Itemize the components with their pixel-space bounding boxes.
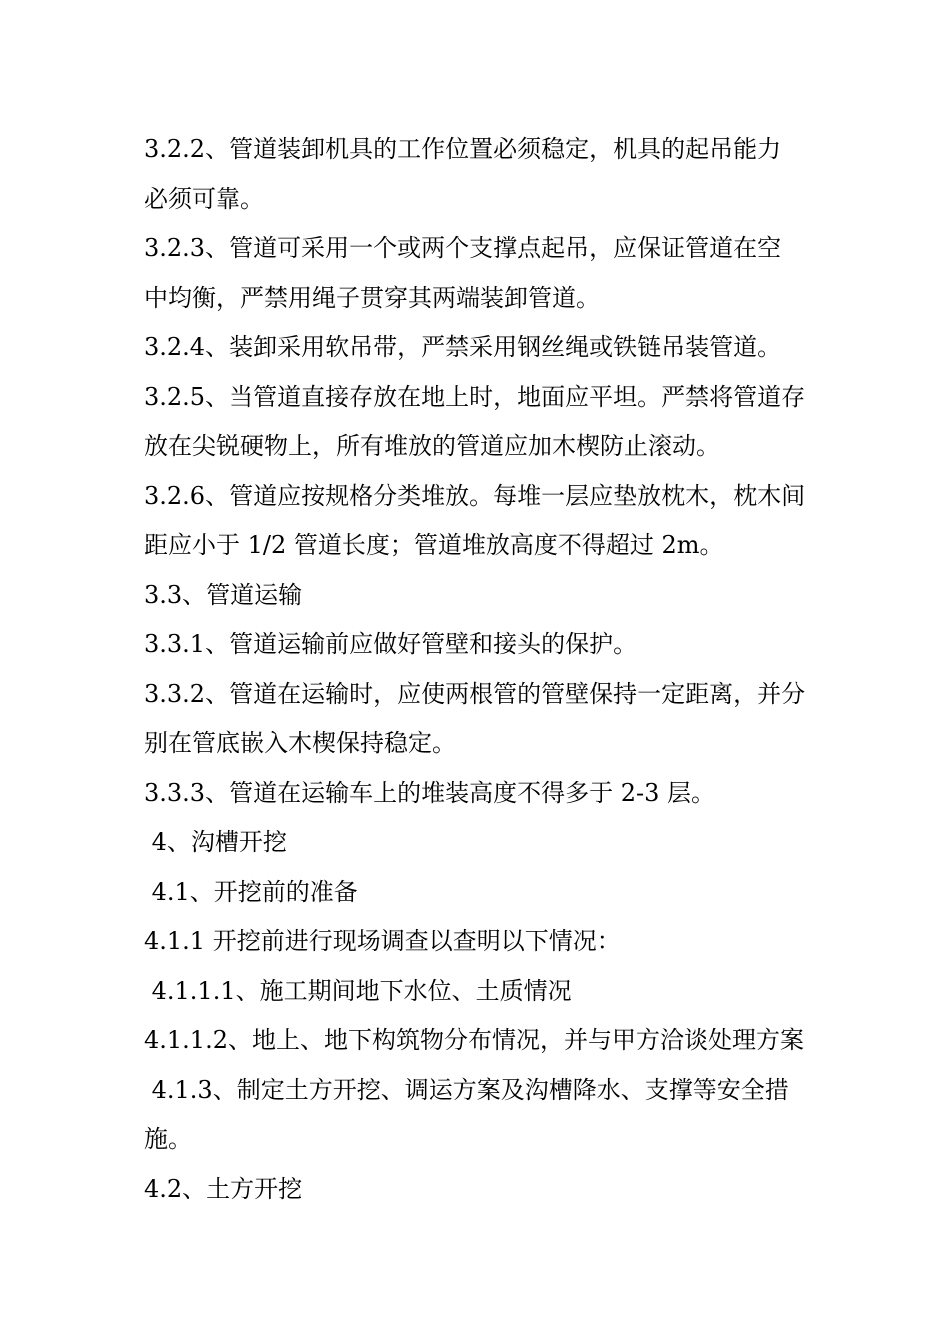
text-line: 4.1.3、制定土方开挖、调运方案及沟槽降水、支撑等安全措	[144, 1075, 789, 1104]
document-body	[144, 125, 814, 1214]
text-line: 3.2.3、管道可采用一个或两个支撑点起吊，应保证管道在空	[144, 234, 782, 262]
section-heading: 3.3、管道运输	[144, 580, 303, 609]
section-heading: 4.2、土方开挖	[144, 1174, 303, 1203]
text-line: 3.3.3、管道在运输车上的堆装高度不得多于 2-3 层。	[144, 778, 715, 807]
text-line: 4.1.1.1、施工期间地下水位、土质情况	[144, 976, 572, 1005]
text-line: 3.2.2、管道装卸机具的工作位置必须稳定，机具的起吊能力	[144, 135, 782, 163]
text-line: 4.1.1.2、地上、地下构筑物分布情况，并与甲方洽谈处理方案	[144, 1026, 804, 1054]
text-line: 放在尖锐硬物上，所有堆放的管道应加木楔防止滚动。	[144, 432, 720, 460]
section-heading: 4.1、开挖前的准备	[144, 877, 358, 906]
text-line: 4.1.1 开挖前进行现场调查以查明以下情况：	[144, 927, 621, 955]
text-line: 3.2.6、管道应按规格分类堆放。每堆一层应垫放枕木，枕木间	[144, 481, 806, 510]
text-line: 别在管底嵌入木楔保持稳定。	[144, 729, 456, 757]
text-line: 距应小于 1/2 管道长度；管道堆放高度不得超过 2m。	[144, 531, 724, 559]
text-line: 3.3.2、管道在运输时，应使两根管的管壁保持一定距离，并分	[144, 679, 806, 708]
text-line: 3.2.5、当管道直接存放在地上时，地面应平坦。严禁将管道存	[144, 382, 806, 411]
text-line: 中均衡，严禁用绳子贯穿其两端装卸管道。	[144, 283, 600, 312]
text-line: 3.2.4、装卸采用软吊带，严禁采用钢丝绳或铁链吊装管道。	[144, 333, 782, 361]
text-line: 必须可靠。	[144, 184, 264, 213]
text-line: 3.3.1、管道运输前应做好管壁和接头的保护。	[144, 630, 638, 658]
text-line: 施。	[144, 1125, 192, 1153]
section-heading: 4、沟槽开挖	[144, 828, 287, 856]
